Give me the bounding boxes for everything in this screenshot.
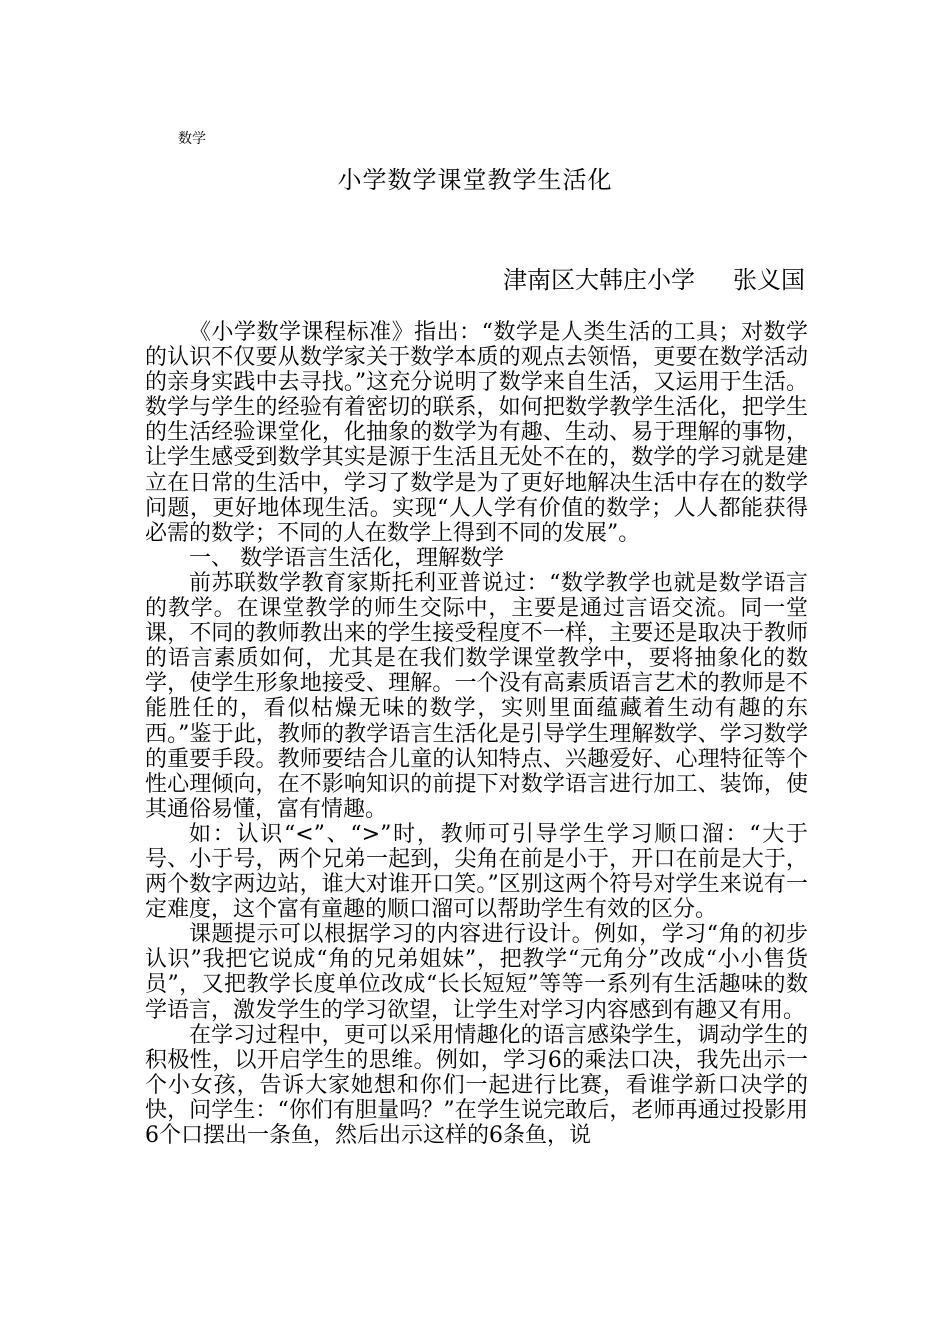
- school-name: 津南区大韩庄小学: [503, 266, 695, 294]
- author-line: [503, 260, 805, 295]
- document-title: 小学数学课堂教学生活化: [337, 166, 613, 194]
- subject-label: 数学: [178, 131, 206, 147]
- paragraph-intro: 《小学数学课程标准》指出：“数学是人类生活的工具；对数学的认识不仅要从数学家关于数学本质的观点去领悟，更要在数学活动的亲身实践中去寻找。”这充分说明了数学来自生活，又运用于生活。数学与学生的经验有着密切的联系，如何把数学教学生活化，把学生的生活经验课堂化，化抽象的数学为有趣、生动、易于理解的事物，让学生感受到数学其实是源于生活且无处不在的，数学的学习就是建立在日常的生活中，学习了数学是为了更好地解决生活中存在的数学问题，更好地体现生活。实现“人人学有价值的数学；人人都能获得必需的数学；不同的人在数学上得到不同的发展”。: [145, 320, 808, 546]
- paragraph: 课题提示可以根据学习的内容进行设计。例如，学习“角的初步认识”我把它说成“角的兄弟姐妹”，把教学“元角分”改成“小小售货员”，又把教学长度单位改成“长长短短”等等一系列有生活趣味的数学语言，激发学生的学习欲望，让学生对学习内容感到有趣又有用。: [145, 922, 808, 1023]
- author-name: 张义国: [733, 266, 805, 294]
- paragraph: 如：认识“<”、“>”时，教师可引导学生学习顺口溜：“大于号、小于号，两个兄弟一起到，尖角在前是小于，开口在前是大于，两个数字两边站，谁大对谁开口笑。”区别这两个符号对学生来说有一定难度，这个富有童趣的顺口溜可以帮助学生有效的区分。: [145, 821, 808, 923]
- section-heading: 一、 数学语言生活化，理解数学: [189, 545, 504, 571]
- paragraph: 前苏联数学教育家斯托利亚普说过：“数学教学也就是数学语言的教学。在课堂教学的师生交际中，主要是通过言语交流。同一堂课，不同的教师教出来的学生接受程度不一样，主要还是取决于教师的语言素质如何，尤其是在我们数学课堂教学中，要将抽象化的数学，使学生形象地接受、理解。一个没有高素质语言艺术的教师是不能胜任的，看似枯燥无味的数学，实则里面蕴藏着生动有趣的东西。”鉴于此，教师的教学语言生活化是引导学生理解数学、学习数学的重要手段。教师要结合儿童的认知特点、兴趣爱好、心理特征等个性心理倾向，在不影响知识的前提下对数学语言进行加工、装饰，使其通俗易懂，富有情趣。: [145, 570, 808, 822]
- paragraph: 在学习过程中，更可以采用情趣化的语言感染学生，调动学生的积极性，以开启学生的思维。例如，学习6的乘法口决，我先出示一个小女孩，告诉大家她想和你们一起进行比赛，看谁学新口决学的快，问学生：“你们有胆量吗？”在学生说完敢后，老师再通过投影用6个口摆出一条鱼，然后出示这样的6条鱼，说: [145, 1022, 808, 1148]
- document-body: [145, 320, 808, 1148]
